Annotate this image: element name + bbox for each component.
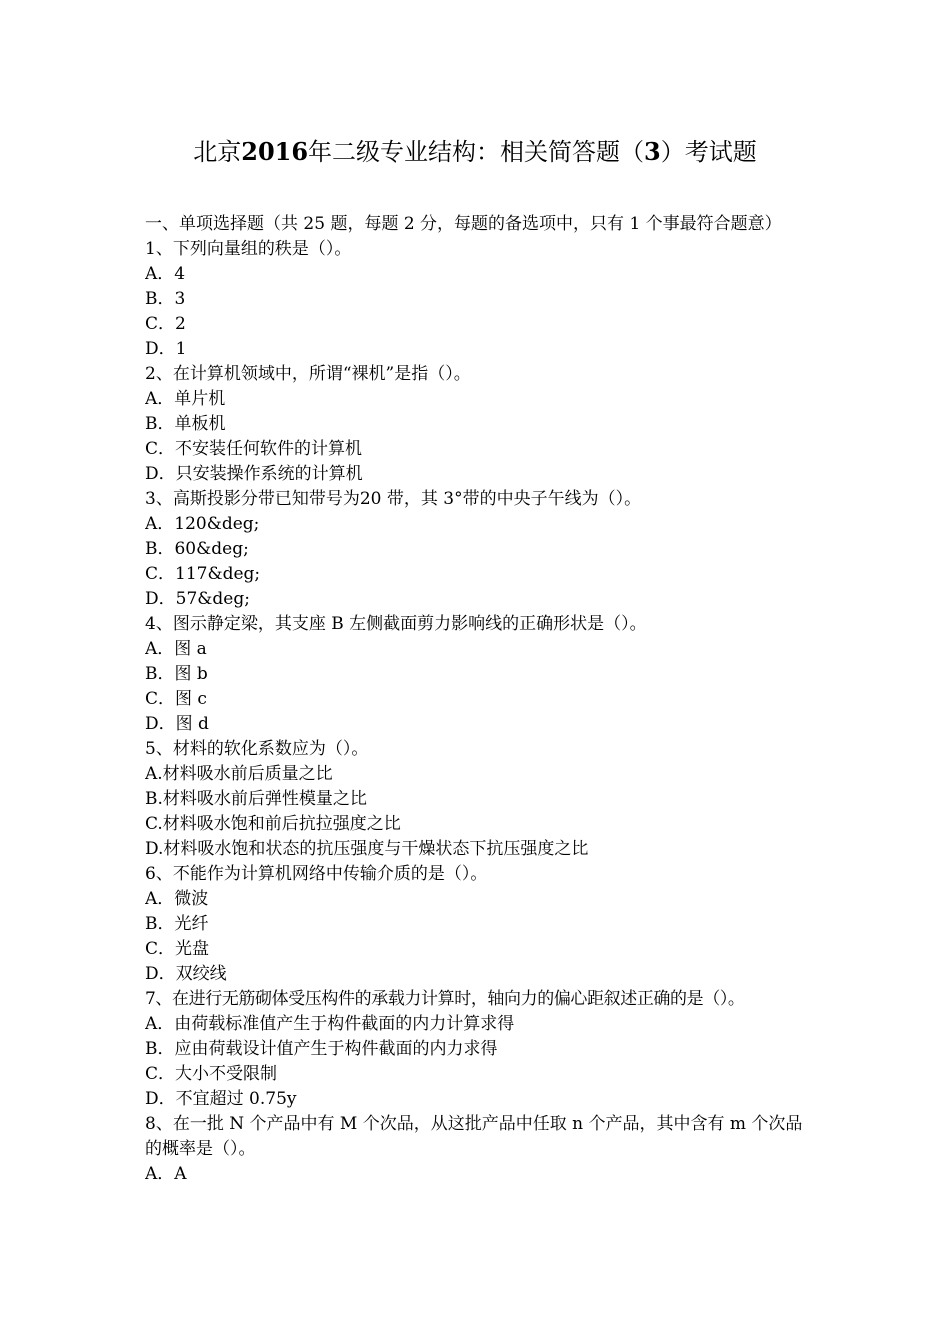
option-line: D．图 d — [145, 714, 209, 734]
option-line: C．2 — [145, 314, 186, 334]
option-line: C.材料吸水饱和前后抗拉强度之比 — [145, 814, 401, 834]
option-line: A．微波 — [145, 889, 209, 909]
option-line: C．大小不受限制 — [145, 1064, 278, 1084]
question-1: 1、下列向量组的秩是（）。 — [145, 239, 352, 259]
option-line: A．120&deg; — [145, 514, 260, 534]
document-body — [145, 212, 810, 1187]
question-8: 8、在一批 N 个产品中有 M 个次品，从这批产品中任取 n 个产品，其中含有 m 个次品的概率是（）。 — [145, 1114, 803, 1159]
question-5: 5、材料的软化系数应为（）。 — [145, 739, 369, 759]
title-part1: 北京 — [193, 138, 242, 166]
question-6: 6、不能作为计算机网络中传输介质的是（）。 — [145, 864, 488, 884]
option-line: D．只安装操作系统的计算机 — [145, 464, 363, 484]
question-3: 3、高斯投影分带已知带号为20 带，其 3°带的中央子午线为（）。 — [145, 489, 642, 509]
option-line: A．4 — [145, 264, 186, 284]
option-line: C．图 c — [145, 689, 207, 709]
title-year: 2016 — [241, 137, 309, 166]
document-title — [0, 134, 950, 170]
option-line: A．A — [145, 1164, 187, 1184]
title-number: 3 — [644, 137, 661, 166]
option-line: C．117&deg; — [145, 564, 261, 584]
option-line: B．光纤 — [145, 914, 209, 934]
option-line: B．图 b — [145, 664, 208, 684]
title-part3: ）考试题 — [660, 138, 757, 166]
question-2: 2、在计算机领域中，所谓“裸机”是指（）。 — [145, 364, 471, 384]
option-line: B.材料吸水前后弹性模量之比 — [145, 789, 367, 809]
title-part2: 年二级专业结构：相关简答题（ — [308, 138, 645, 166]
option-line: B．3 — [145, 289, 186, 309]
option-line: B．应由荷载设计值产生于构件截面的内力求得 — [145, 1039, 498, 1059]
option-line: B．60&deg; — [145, 539, 249, 559]
option-line: D．双绞线 — [145, 964, 227, 984]
option-line: C．不安装任何软件的计算机 — [145, 439, 363, 459]
option-line: A.材料吸水前后质量之比 — [145, 764, 333, 784]
option-line: A．图 a — [145, 639, 207, 659]
option-line: A．由荷载标准值产生于构件截面的内力计算求得 — [145, 1014, 515, 1034]
section-heading: 一、单项选择题（共 25 题，每题 2 分，每题的备选项中，只有 1 个事最符合题意） — [145, 214, 782, 234]
option-line: D．不宜超过 0.75y — [145, 1089, 297, 1109]
option-line: B．单板机 — [145, 414, 226, 434]
question-7: 7、在进行无筋砌体受压构件的承载力计算时，轴向力的偏心距叙述正确的是（）。 — [145, 989, 745, 1009]
option-line: D.材料吸水饱和状态的抗压强度与干燥状态下抗压强度之比 — [145, 839, 589, 859]
option-line: C．光盘 — [145, 939, 210, 959]
option-line: A．单片机 — [145, 389, 226, 409]
question-4: 4、图示静定梁，其支座 B 左侧截面剪力影响线的正确形状是（）。 — [145, 614, 647, 634]
option-line: D．1 — [145, 339, 187, 359]
option-line: D．57&deg; — [145, 589, 250, 609]
